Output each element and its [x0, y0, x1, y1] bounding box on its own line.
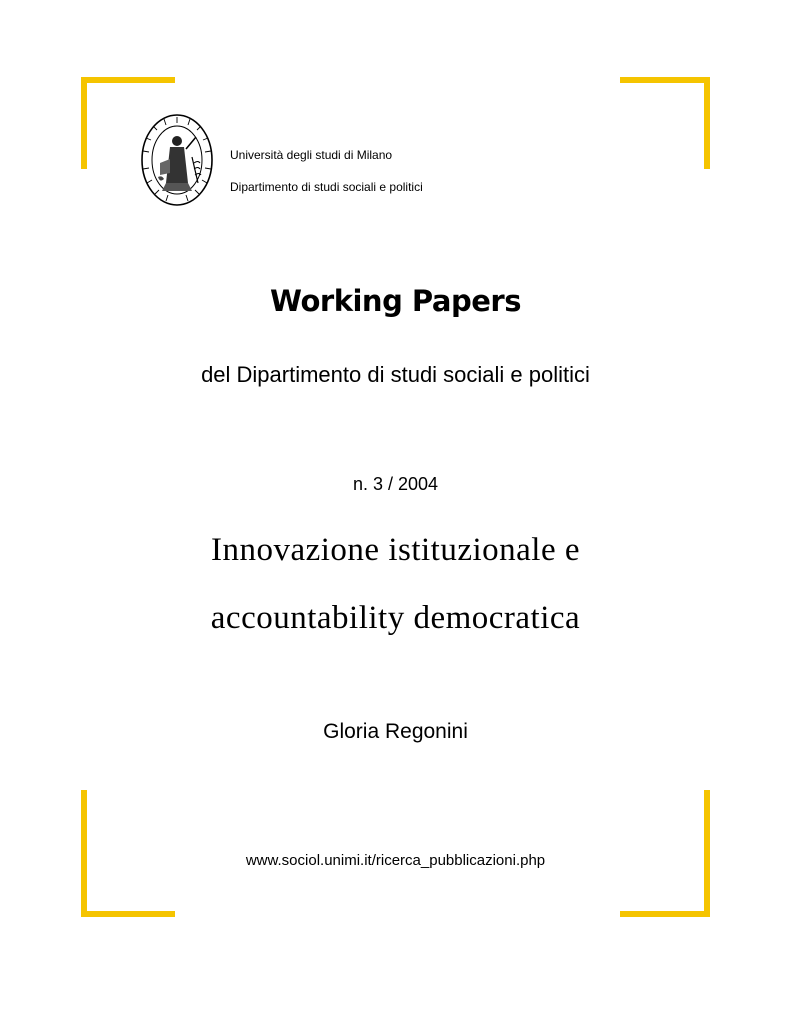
department-name: Dipartimento di studi sociali e politici	[230, 180, 423, 194]
frame-corner-bottom-left	[81, 911, 175, 917]
frame-corner-top-right	[704, 77, 710, 169]
issue-number: n. 3 / 2004	[352, 474, 439, 494]
publications-url: www.sociol.unimi.it/ricerca_pubblicazioni.php	[245, 852, 546, 869]
author-name: Gloria Regonini	[323, 720, 468, 743]
series-title: Working Papers	[270, 284, 521, 318]
university-name: Università degli studi di Milano	[230, 148, 393, 162]
paper-title-line-1: Innovazione istituzionale e	[210, 532, 581, 568]
paper-title-line-2: accountability democratica	[210, 600, 581, 636]
frame-corner-top-left	[81, 77, 175, 83]
frame-corner-top-left	[81, 77, 87, 169]
frame-corner-bottom-right	[620, 911, 710, 917]
frame-corner-top-right	[620, 77, 710, 83]
university-seal-icon	[140, 113, 214, 207]
series-subtitle: del Dipartimento di studi sociali e politici	[201, 362, 590, 387]
